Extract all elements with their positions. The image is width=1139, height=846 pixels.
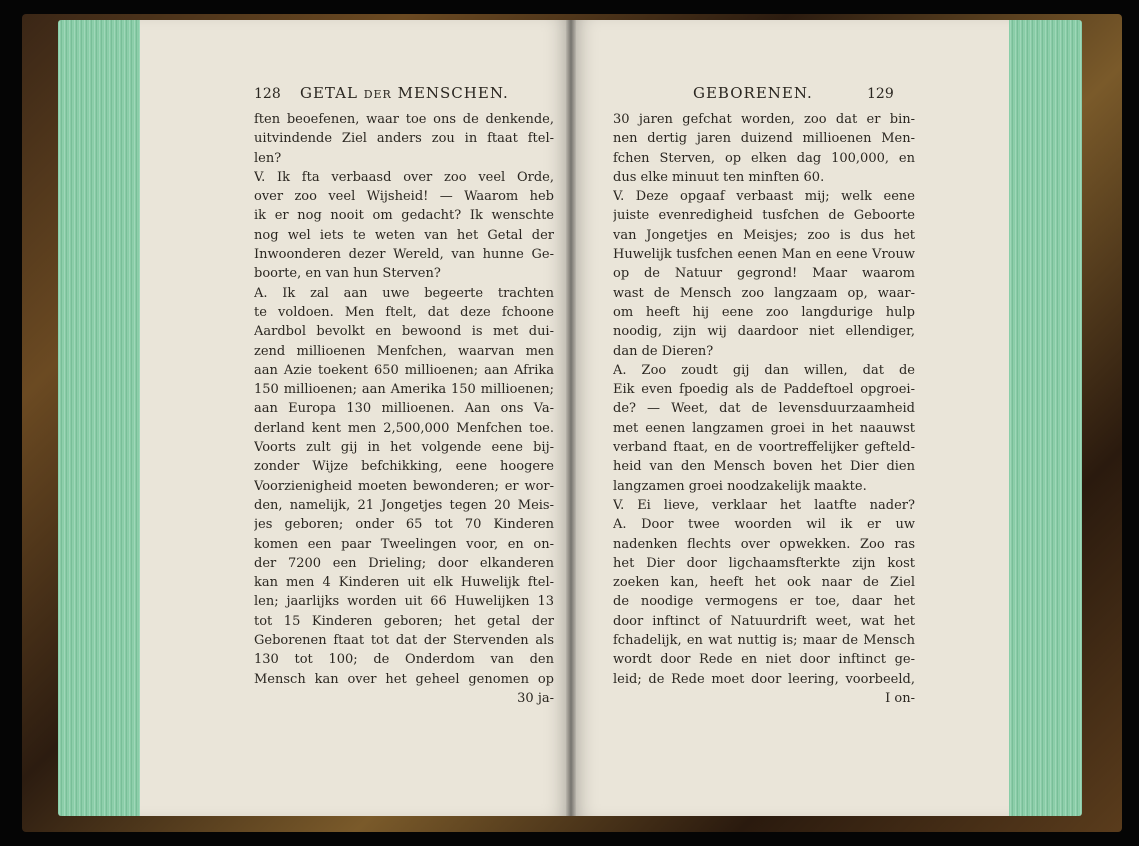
right-running-header: GEBORENEN. (693, 84, 813, 102)
text-line: tot 15 Kinderen geboren; het getal der (254, 613, 554, 629)
text-line: jes geboren; onder 65 tot 70 Kinderen (254, 517, 554, 533)
text-line: het Dier door ligchaamsfterkte zijn kost (613, 555, 915, 571)
left-page (140, 20, 571, 816)
text-line: Geborenen ftaat tot dat der Stervenden als (254, 633, 554, 649)
text-line: nadenken flechts over opwekken. Zoo ras (613, 536, 915, 552)
text-line: met eenen langzamen groei in het naauwst (613, 420, 915, 436)
text-line: len; jaarlijks worden uit 66 Huwelijken 13 (254, 594, 554, 610)
text-line: verband ftaat, en de voortreffelijker gefteld- (613, 440, 915, 456)
text-line: ik er nog nooit om gedacht? Ik wenschte (254, 208, 554, 224)
text-line: aan Europa 130 millioenen. Aan ons Va- (254, 401, 554, 417)
text-line: dus elke minuut ten minften 60. (613, 169, 825, 185)
text-line: 30 ja- (517, 690, 554, 706)
right-page-text (613, 110, 915, 708)
text-line: Huwelijk tusfchen eenen Man en eene Vrouw (613, 247, 915, 263)
page-edges-left (58, 20, 148, 816)
text-line: Voorzienigheid moeten bewonderen; er wor- (254, 478, 554, 494)
text-line: A. Zoo zoudt gij dan willen, dat de (613, 362, 915, 378)
text-line: boorte, en van hun Sterven? (254, 266, 441, 282)
text-line: fchen Sterven, op elken dag 100,000, en (613, 150, 915, 166)
text-line: 130 tot 100; de Onderdom van den (254, 652, 554, 668)
left-running-header (300, 84, 509, 102)
text-line: heid van den Mensch boven het Dier dien (613, 459, 915, 475)
text-line: ften beoefenen, waar toe ons de denkende, (254, 112, 554, 127)
text-line: der 7200 een Drieling; door elkanderen (254, 555, 554, 571)
text-line: Mensch kan over het geheel genomen op (254, 671, 554, 687)
text-line: zoeken kan, heeft het ook naar de Ziel (613, 575, 915, 591)
text-line: Voorts zult gij in het volgende eene bij- (254, 440, 554, 456)
text-line: van Jongetjes en Meisjes; zoo is dus het (613, 227, 915, 243)
text-line: A. Ik zal aan uwe begeerte trachten (254, 285, 554, 301)
text-line: op de Natuur gegrond! Maar waarom (613, 266, 915, 282)
text-line: 150 millioenen; aan Amerika 150 millioenen; (254, 382, 554, 398)
text-line: om heeft hij eene zoo langdurige hulp (613, 304, 915, 320)
text-line: de noodige vermogens er toe, daar het (613, 594, 915, 610)
text-line: de? — Weet, dat de levensduurzaamheid (613, 401, 915, 417)
left-header-small: DER (363, 88, 392, 101)
text-line: nen dertig jaren duizend millioenen Men- (613, 131, 915, 147)
text-line: aan Azie toekent 650 millioenen; aan Afrika (254, 362, 554, 378)
text-line: juiste evenredigheid tusfchen de Geboorte (613, 208, 915, 224)
text-line: Inwoonderen dezer Wereld, van hunne Ge- (254, 247, 554, 263)
left-header-part-b: MENSCHEN. (391, 84, 509, 102)
text-line: noodig, zijn wij daardoor niet ellendiger, (613, 324, 915, 340)
book-gutter (566, 20, 576, 816)
left-header-part-a: GETAL (300, 84, 364, 102)
text-line: fchadelijk, en wat nuttig is; maar de Mensch (613, 633, 915, 649)
text-line: len? (254, 150, 282, 166)
text-line: I on- (885, 690, 915, 706)
text-line: langzamen groei noodzakelijk maakte. (613, 478, 867, 494)
text-line: Aardbol bevolkt en bewoond is met dui- (254, 324, 554, 340)
text-line: kan men 4 Kinderen uit elk Huwelijk ftel- (254, 575, 554, 591)
page-edges-right (1004, 20, 1082, 816)
text-line: over zoo veel Wijsheid! — Waarom heb (254, 189, 554, 205)
text-line: nog wel iets te weten van het Getal der (254, 227, 554, 243)
right-page (571, 20, 1009, 816)
text-line: den, namelijk, 21 Jongetjes tegen 20 Meis- (254, 497, 554, 513)
text-line: 30 jaren gefchat worden, zoo dat er bin- (613, 112, 915, 127)
left-page-number: 128 (254, 86, 281, 102)
text-line: komen een paar Tweelingen voor, en on- (254, 536, 554, 552)
text-line: V. Ei lieve, verklaar het laatfte nader? (613, 497, 915, 513)
text-line: te voldoen. Men ftelt, dat deze fchoone (254, 304, 554, 320)
text-line: wast de Mensch zoo langzaam op, waar- (613, 285, 915, 301)
text-line: V. Deze opgaaf verbaast mij; welk eene (613, 189, 915, 205)
right-page-number: 129 (867, 86, 894, 102)
text-line: door inftinct of Natuurdrift weet, wat het (613, 613, 915, 629)
text-line: derland kent men 2,500,000 Menfchen toe. (254, 420, 554, 436)
left-page-text (254, 110, 554, 708)
text-line: zend millioenen Menfchen, waarvan men (254, 343, 554, 359)
text-line: A. Door twee woorden wil ik er uw (613, 517, 915, 533)
text-line: wordt door Rede en niet door inftinct ge- (613, 652, 915, 668)
text-line: Eik even fpoedig als de Paddeftoel opgroei- (613, 382, 915, 398)
text-line: leid; de Rede moet door leering, voorbeeld, (613, 671, 915, 687)
text-line: V. Ik fta verbaasd over zoo veel Orde, (254, 169, 554, 185)
text-line: zonder Wijze befchikking, eene hoogere (254, 459, 554, 475)
text-line: uitvindende Ziel anders zou in ftaat ftel- (254, 131, 554, 147)
text-line: dan de Dieren? (613, 343, 714, 359)
